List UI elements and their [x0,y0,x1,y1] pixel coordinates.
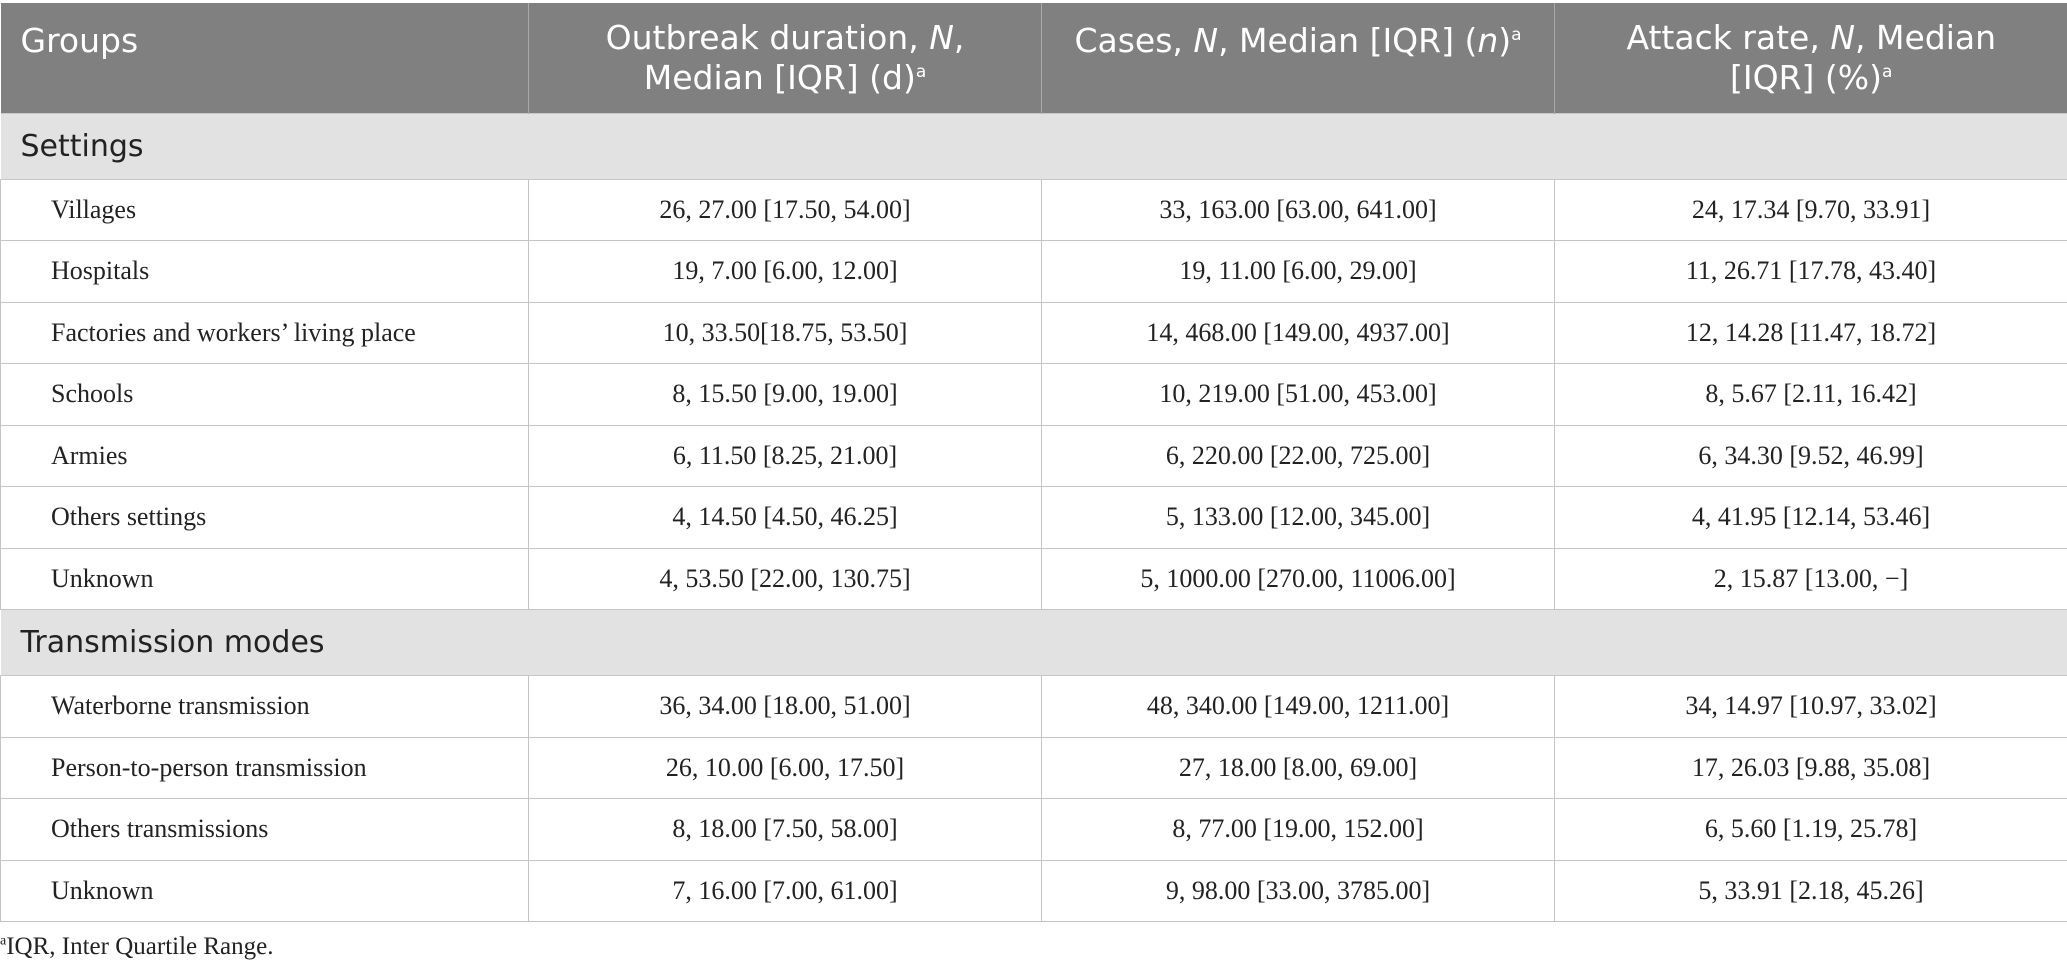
cell-attack-rate: 5, 33.91 [2.18, 45.26] [1555,860,2067,922]
cell-group: Person-to-person transmission [1,737,529,799]
cell-cases: 5, 133.00 [12.00, 345.00] [1042,487,1555,549]
table-row [1,799,2067,861]
cell-cases: 48, 340.00 [149.00, 1211.00] [1042,676,1555,738]
cell-group: Schools [1,364,529,426]
cell-cases: 10, 219.00 [51.00, 453.00] [1042,364,1555,426]
cell-cases: 14, 468.00 [149.00, 4937.00] [1042,302,1555,364]
section-label: Transmission modes [1,610,2067,676]
cell-attack-rate: 6, 34.30 [9.52, 46.99] [1555,425,2067,487]
cell-outbreak-duration: 26, 10.00 [6.00, 17.50] [529,737,1042,799]
cell-attack-rate: 34, 14.97 [10.97, 33.02] [1555,676,2067,738]
table-row [1,676,2067,738]
cell-outbreak-duration: 8, 15.50 [9.00, 19.00] [529,364,1042,426]
cell-cases: 27, 18.00 [8.00, 69.00] [1042,737,1555,799]
cell-attack-rate: 11, 26.71 [17.78, 43.40] [1555,241,2067,303]
cell-cases: 19, 11.00 [6.00, 29.00] [1042,241,1555,303]
cell-group: Unknown [1,548,529,610]
data-table-container [0,3,2067,922]
header-attack-rate: Attack rate, N, Median [IQR] (%)$^a$ [1555,3,2067,113]
section-row [1,610,2067,676]
header-groups: Groups [1,3,529,113]
cell-cases: 33, 163.00 [63.00, 641.00] [1042,179,1555,241]
cell-outbreak-duration: 36, 34.00 [18.00, 51.00] [529,676,1042,738]
table-row [1,487,2067,549]
table-row [1,548,2067,610]
header-row [1,3,2067,113]
table-row [1,737,2067,799]
cell-attack-rate: 2, 15.87 [13.00, −] [1555,548,2067,610]
cell-outbreak-duration: 4, 53.50 [22.00, 130.75] [529,548,1042,610]
cell-cases: 9, 98.00 [33.00, 3785.00] [1042,860,1555,922]
cell-group: Factories and workers’ living place [1,302,529,364]
cell-outbreak-duration: 6, 11.50 [8.25, 21.00] [529,425,1042,487]
section-label: Settings [1,113,2067,179]
cell-outbreak-duration: 26, 27.00 [17.50, 54.00] [529,179,1042,241]
cell-group: Others transmissions [1,799,529,861]
cell-group: Armies [1,425,529,487]
outbreak-table [0,3,2067,922]
table-body [1,113,2067,922]
table-row [1,241,2067,303]
table-row [1,364,2067,426]
table-row [1,860,2067,922]
cell-attack-rate: 12, 14.28 [11.47, 18.72] [1555,302,2067,364]
cell-attack-rate: 24, 17.34 [9.70, 33.91] [1555,179,2067,241]
cell-outbreak-duration: 19, 7.00 [6.00, 12.00] [529,241,1042,303]
cell-outbreak-duration: 10, 33.50[18.75, 53.50] [529,302,1042,364]
header-outbreak-duration: Outbreak duration, N, Median [IQR] (d)$^a$ [529,3,1042,113]
section-row [1,113,2067,179]
cell-group: Waterborne transmission [1,676,529,738]
cell-outbreak-duration: 8, 18.00 [7.50, 58.00] [529,799,1042,861]
cell-attack-rate: 4, 41.95 [12.14, 53.46] [1555,487,2067,549]
header-cases: Cases, N, Median [IQR] (n)$^a$ [1042,3,1555,113]
cell-attack-rate: 6, 5.60 [1.19, 25.78] [1555,799,2067,861]
cell-cases: 5, 1000.00 [270.00, 11006.00] [1042,548,1555,610]
cell-group: Hospitals [1,241,529,303]
cell-attack-rate: 8, 5.67 [2.11, 16.42] [1555,364,2067,426]
cell-group: Villages [1,179,529,241]
cell-cases: 8, 77.00 [19.00, 152.00] [1042,799,1555,861]
cell-attack-rate: 17, 26.03 [9.88, 35.08] [1555,737,2067,799]
table-row [1,302,2067,364]
cell-cases: 6, 220.00 [22.00, 725.00] [1042,425,1555,487]
table-row [1,179,2067,241]
cell-outbreak-duration: 7, 16.00 [7.00, 61.00] [529,860,1042,922]
table-row [1,425,2067,487]
cell-group: Others settings [1,487,529,549]
cell-outbreak-duration: 4, 14.50 [4.50, 46.25] [529,487,1042,549]
cell-group: Unknown [1,860,529,922]
table-footnote: $^a$IQR, Inter Quartile Range. [0,933,274,960]
